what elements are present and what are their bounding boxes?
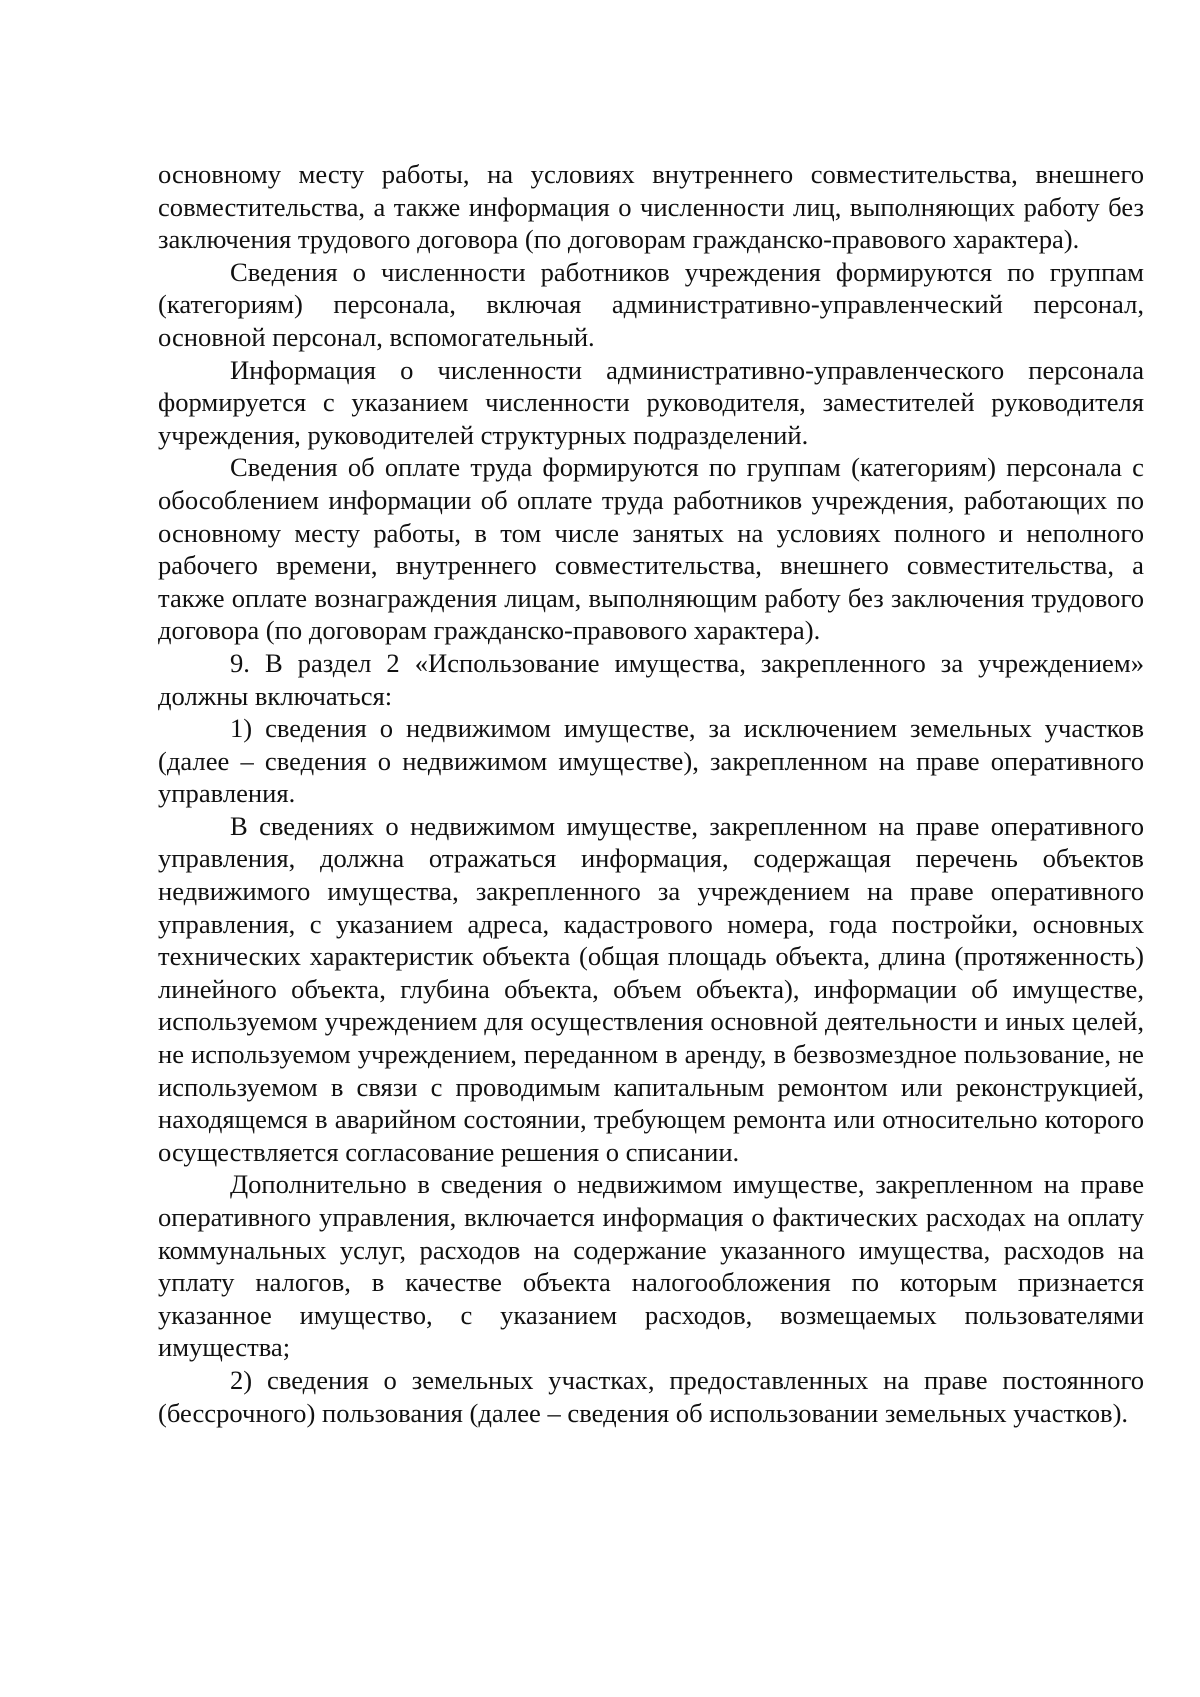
paragraph-staff-count-continuation: основному месту работы, на условиях внутреннего совместительства, внешнего совместительства, а также информация о численности лиц, выполняющих работу без заключения трудового договора (по договорам гражданско-правового характера). bbox=[158, 159, 1144, 255]
paragraph-section-2-heading: 9. В раздел 2 «Использование имущества, закрепленного за учреждением» должны включаться: bbox=[158, 647, 1144, 711]
paragraph-real-estate-expenses: Дополнительно в сведения о недвижимом имуществе, закрепленном на праве оперативного управления, включается информация о фактических расходах на оплату коммунальных услуг, расходов на содержание указанного имущества, расходов на уплату налогов, в качестве объекта налогообложения по которым признается указанное имущество, с указанием расходов, возмещаемых пользователями имущества; bbox=[158, 1169, 1144, 1363]
document-page bbox=[158, 158, 1144, 1429]
paragraph-item-2-land-plots: 2) сведения о земельных участках, предоставленных на праве постоянного (бессрочного) пользования (далее – сведения об использовании земельных участков). bbox=[158, 1364, 1144, 1428]
paragraph-item-1-real-estate: 1) сведения о недвижимом имуществе, за исключением земельных участков (далее – сведения о недвижимом имуществе), закрепленном на праве оперативного управления. bbox=[158, 713, 1144, 809]
paragraph-real-estate-details: В сведениях о недвижимом имуществе, закрепленном на праве оперативного управления, должна отражаться информация, содержащая перечень объектов недвижимого имущества, закрепленного за учреждением на праве оперативного управления, с указанием адреса, кадастрового номера, года постройки, основных технических характеристик объекта (общая площадь объекта, длина (протяженность) линейного объекта, глубина объекта, объем объекта), информации об имуществе, используемом учреждением для осуществления основной деятельности и иных целей, не используемом учреждением, переданном в аренду, в безвозмездное пользование, не используемом в связи с проводимым капитальным ремонтом или реконструкцией, находящемся в аварийном состоянии, требующем ремонта или относительно которого осуществляется согласование решения о списании. bbox=[158, 810, 1144, 1167]
paragraph-payroll: Сведения об оплате труда формируются по группам (категориям) персонала с обособлением информации об оплате труда работников учреждения, работающих по основному месту работы, в том числе занятых на условиях полного и неполного рабочего времени, внутреннего совместительства, внешнего совместительства, а также оплате вознаграждения лицам, выполняющим работу без заключения трудового договора (по договорам гражданско-правового характера). bbox=[158, 452, 1144, 646]
paragraph-admin-staff: Информация о численности административно-управленческого персонала формируется с указанием численности руководителя, заместителей руководителя учреждения, руководителей структурных подразделений. bbox=[158, 354, 1144, 450]
paragraph-staff-categories: Сведения о численности работников учреждения формируются по группам (категориям) персонала, включая административно-управленческий персонал, основной персонал, вспомогательный. bbox=[158, 256, 1144, 352]
